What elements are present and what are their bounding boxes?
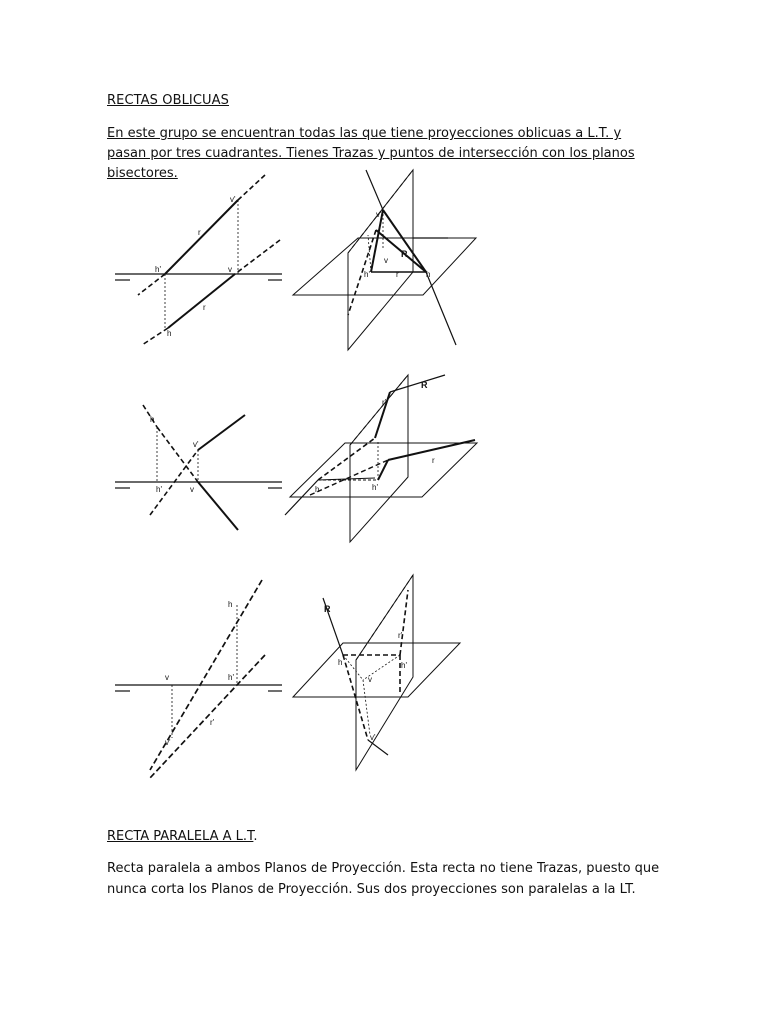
label-h: h (228, 600, 233, 609)
label-h: h (150, 415, 155, 424)
section-paragraph-paralela: Recta paralela a ambos Planos de Proyección. Esta recta no tiene Trazas, puesto que nunca corta los Planos de Proyección. Sus dos proyecciones son paralelas a la LT. (107, 861, 660, 897)
label-r: r (432, 456, 435, 465)
label-h-prime: h' (364, 270, 370, 279)
label-h-prime: h' (228, 673, 234, 682)
label-R: R (324, 604, 331, 614)
figure-row3-dihedral (110, 575, 290, 780)
label-v: v (165, 673, 169, 682)
label-h-prime: h' (372, 483, 378, 492)
label-r-prime: r' (398, 631, 403, 640)
section-heading-rectas-oblicuas: RECTAS OBLICUAS (107, 93, 229, 108)
horizontal-plane (293, 643, 460, 697)
label-h-prime: h' (155, 265, 161, 274)
figure-row2-perspective (280, 370, 485, 545)
section-paragraph-oblicuas: En este grupo se encuentran todas las que tiene proyecciones oblicuas a L.T. y pasan por tres cuadrantes. Tienes Trazas y puntos de intersección con los planos bisectores. (107, 126, 635, 181)
label-v-prime: v' (165, 738, 171, 747)
label-r-prime: r (198, 228, 201, 237)
label-v-prime: v' (376, 210, 382, 219)
label-r: r (203, 303, 206, 312)
heading-text: RECTA PARALELA A L.T (107, 829, 254, 844)
horizontal-plane (293, 238, 476, 295)
label-v-prime: v' (230, 195, 236, 204)
label-R: R (401, 249, 408, 259)
vertical-plane (350, 375, 408, 542)
figure-row2-dihedral (110, 395, 290, 530)
label-h: h (167, 329, 172, 338)
label-h-prime: h' (156, 485, 162, 494)
label-h: h (338, 658, 343, 667)
label-R: R (421, 380, 428, 390)
label-v-prime: v' (193, 440, 199, 449)
label-v-prime: v' (370, 733, 376, 742)
label-v: v (228, 265, 232, 274)
label-h: h (315, 485, 320, 494)
label-r-prime: r' (382, 398, 387, 407)
vertical-plane (356, 575, 413, 770)
vertical-plane (348, 170, 413, 350)
label-r: r (396, 270, 399, 279)
label-v: v (384, 256, 388, 265)
heading-period: . (253, 829, 258, 844)
label-r-prime: r' (210, 718, 215, 727)
section-heading-recta-paralela (107, 829, 258, 844)
label-v: v (368, 675, 372, 684)
label-h-prime: h' (401, 661, 407, 670)
label-h: h (426, 270, 431, 279)
figure-row3-perspective (288, 570, 483, 775)
figure-row1-dihedral (110, 170, 290, 350)
figure-row1-perspective (288, 165, 488, 355)
label-v: v (190, 485, 194, 494)
